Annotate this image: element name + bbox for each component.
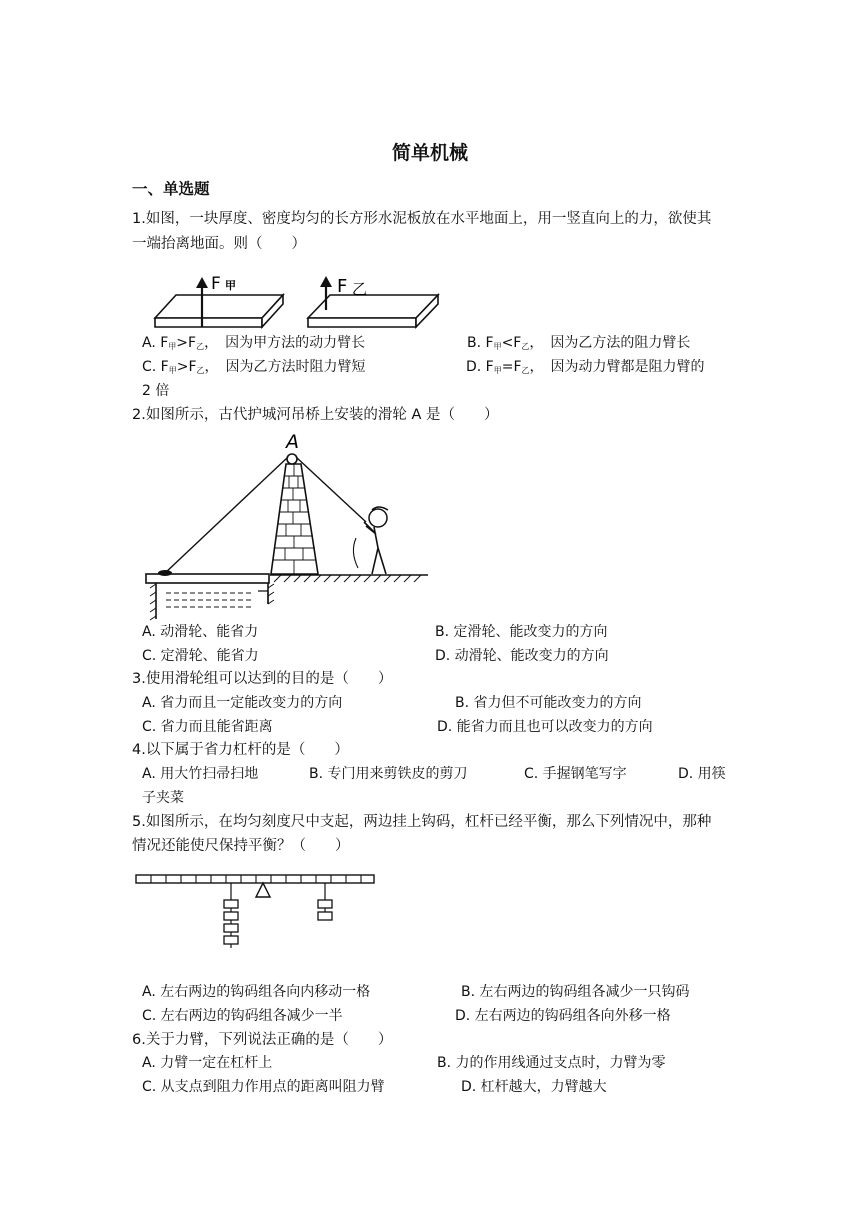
q6-option-d[interactable]: D. 杠杆越大，力臂越大 [461,1079,607,1095]
q1-option-a[interactable]: A. $F_甲>F_乙$， 因为甲方法的动力臂长 [142,335,366,351]
q6-option-b[interactable]: B. 力的作用线通过支点时，力臂为零 [437,1055,666,1071]
q2-figure-drawbridge [140,426,430,620]
q6-option-c[interactable]: C. 从支点到阻力作用点的距离叫阻力臂 [142,1079,385,1095]
q4-stem: 4.以下属于省力杠杆的是（ ） [132,742,349,758]
q1-option-d[interactable]: D. $F_甲=F_乙$， 因为动力臂都是阻力臂的 [466,359,705,375]
q5-option-b[interactable]: B. 左右两边的钩码组各减少一只钩码 [461,984,690,1000]
q1-figure-label-jia: 甲 [225,279,236,292]
q2-option-d[interactable]: D. 动滑轮、能改变力的方向 [435,648,609,664]
q3-option-a[interactable]: A. 省力而且一定能改变力的方向 [142,695,343,711]
q2-option-c[interactable]: C. 定滑轮、能省力 [142,648,259,664]
q1-figure-label-yi: 乙 [352,280,368,298]
q6-stem: 6.关于力臂，下列说法正确的是（ ） [132,1032,393,1048]
q4-option-d-continued: 子夹菜 [142,790,184,806]
q2-option-a[interactable]: A. 动滑轮、能省力 [142,624,259,640]
q1-option-c[interactable]: C. $F_甲>F_乙$， 因为乙方法时阻力臂短 [142,359,366,375]
q2-figure-label-a: A [286,431,299,453]
q3-option-d[interactable]: D. 能省力而且也可以改变力的方向 [437,719,653,735]
q5-option-c[interactable]: C. 左右两边的钩码组各减少一半 [142,1008,343,1024]
q5-stem-line1: 5.如图所示，在均匀刻度尺中支起，两边挂上钩码，杠杆已经平衡，那么下列情况中，那种 [132,814,712,830]
q6-option-a[interactable]: A. 力臂一定在杠杆上 [142,1055,273,1071]
q4-option-a[interactable]: A. 用大竹扫帚扫地 [142,766,259,782]
q2-stem: 2.如图所示，古代护城河吊桥上安装的滑轮 A 是（ ） [132,407,499,423]
q3-option-b[interactable]: B. 省力但不可能改变力的方向 [455,695,642,711]
q4-option-b[interactable]: B. 专门用来剪铁皮的剪刀 [309,766,468,782]
q4-option-d[interactable]: D. 用筷 [678,766,726,782]
q5-figure-lever-ruler [134,872,380,952]
q1-figure-label-f-jia: F [211,274,221,294]
q1-figure-label-f-yi: F [337,276,348,297]
q2-option-b[interactable]: B. 定滑轮、能改变力的方向 [435,624,608,640]
q5-option-a[interactable]: A. 左右两边的钩码组各向内移动一格 [142,984,371,1000]
q5-stem-line2: 情况还能使尺保持平衡？（ ） [132,838,350,854]
q1-option-b[interactable]: B. $F_甲<F_乙$， 因为乙方法的阻力臂长 [467,335,691,351]
q4-option-c[interactable]: C. 手握钢笔写字 [524,766,627,782]
q3-stem: 3.使用滑轮组可以达到的目的是（ ） [132,671,393,687]
q1-stem-line2: 一端抬离地面。则（ ） [132,236,306,252]
q1-stem-line1: 1.如图，一块厚度、密度均匀的长方形水泥板放在水平地面上，用一竖直向上的力，欲使其 [132,211,712,227]
q1-option-d-continued: 2 倍 [142,383,170,399]
q1-figure-concrete-slabs [150,270,450,332]
section-heading: 一、单选题 [132,180,210,198]
page-title: 简单机械 [391,142,468,164]
q3-option-c[interactable]: C. 省力而且能省距离 [142,719,273,735]
q5-option-d[interactable]: D. 左右两边的钩码组各向外移一格 [455,1008,671,1024]
